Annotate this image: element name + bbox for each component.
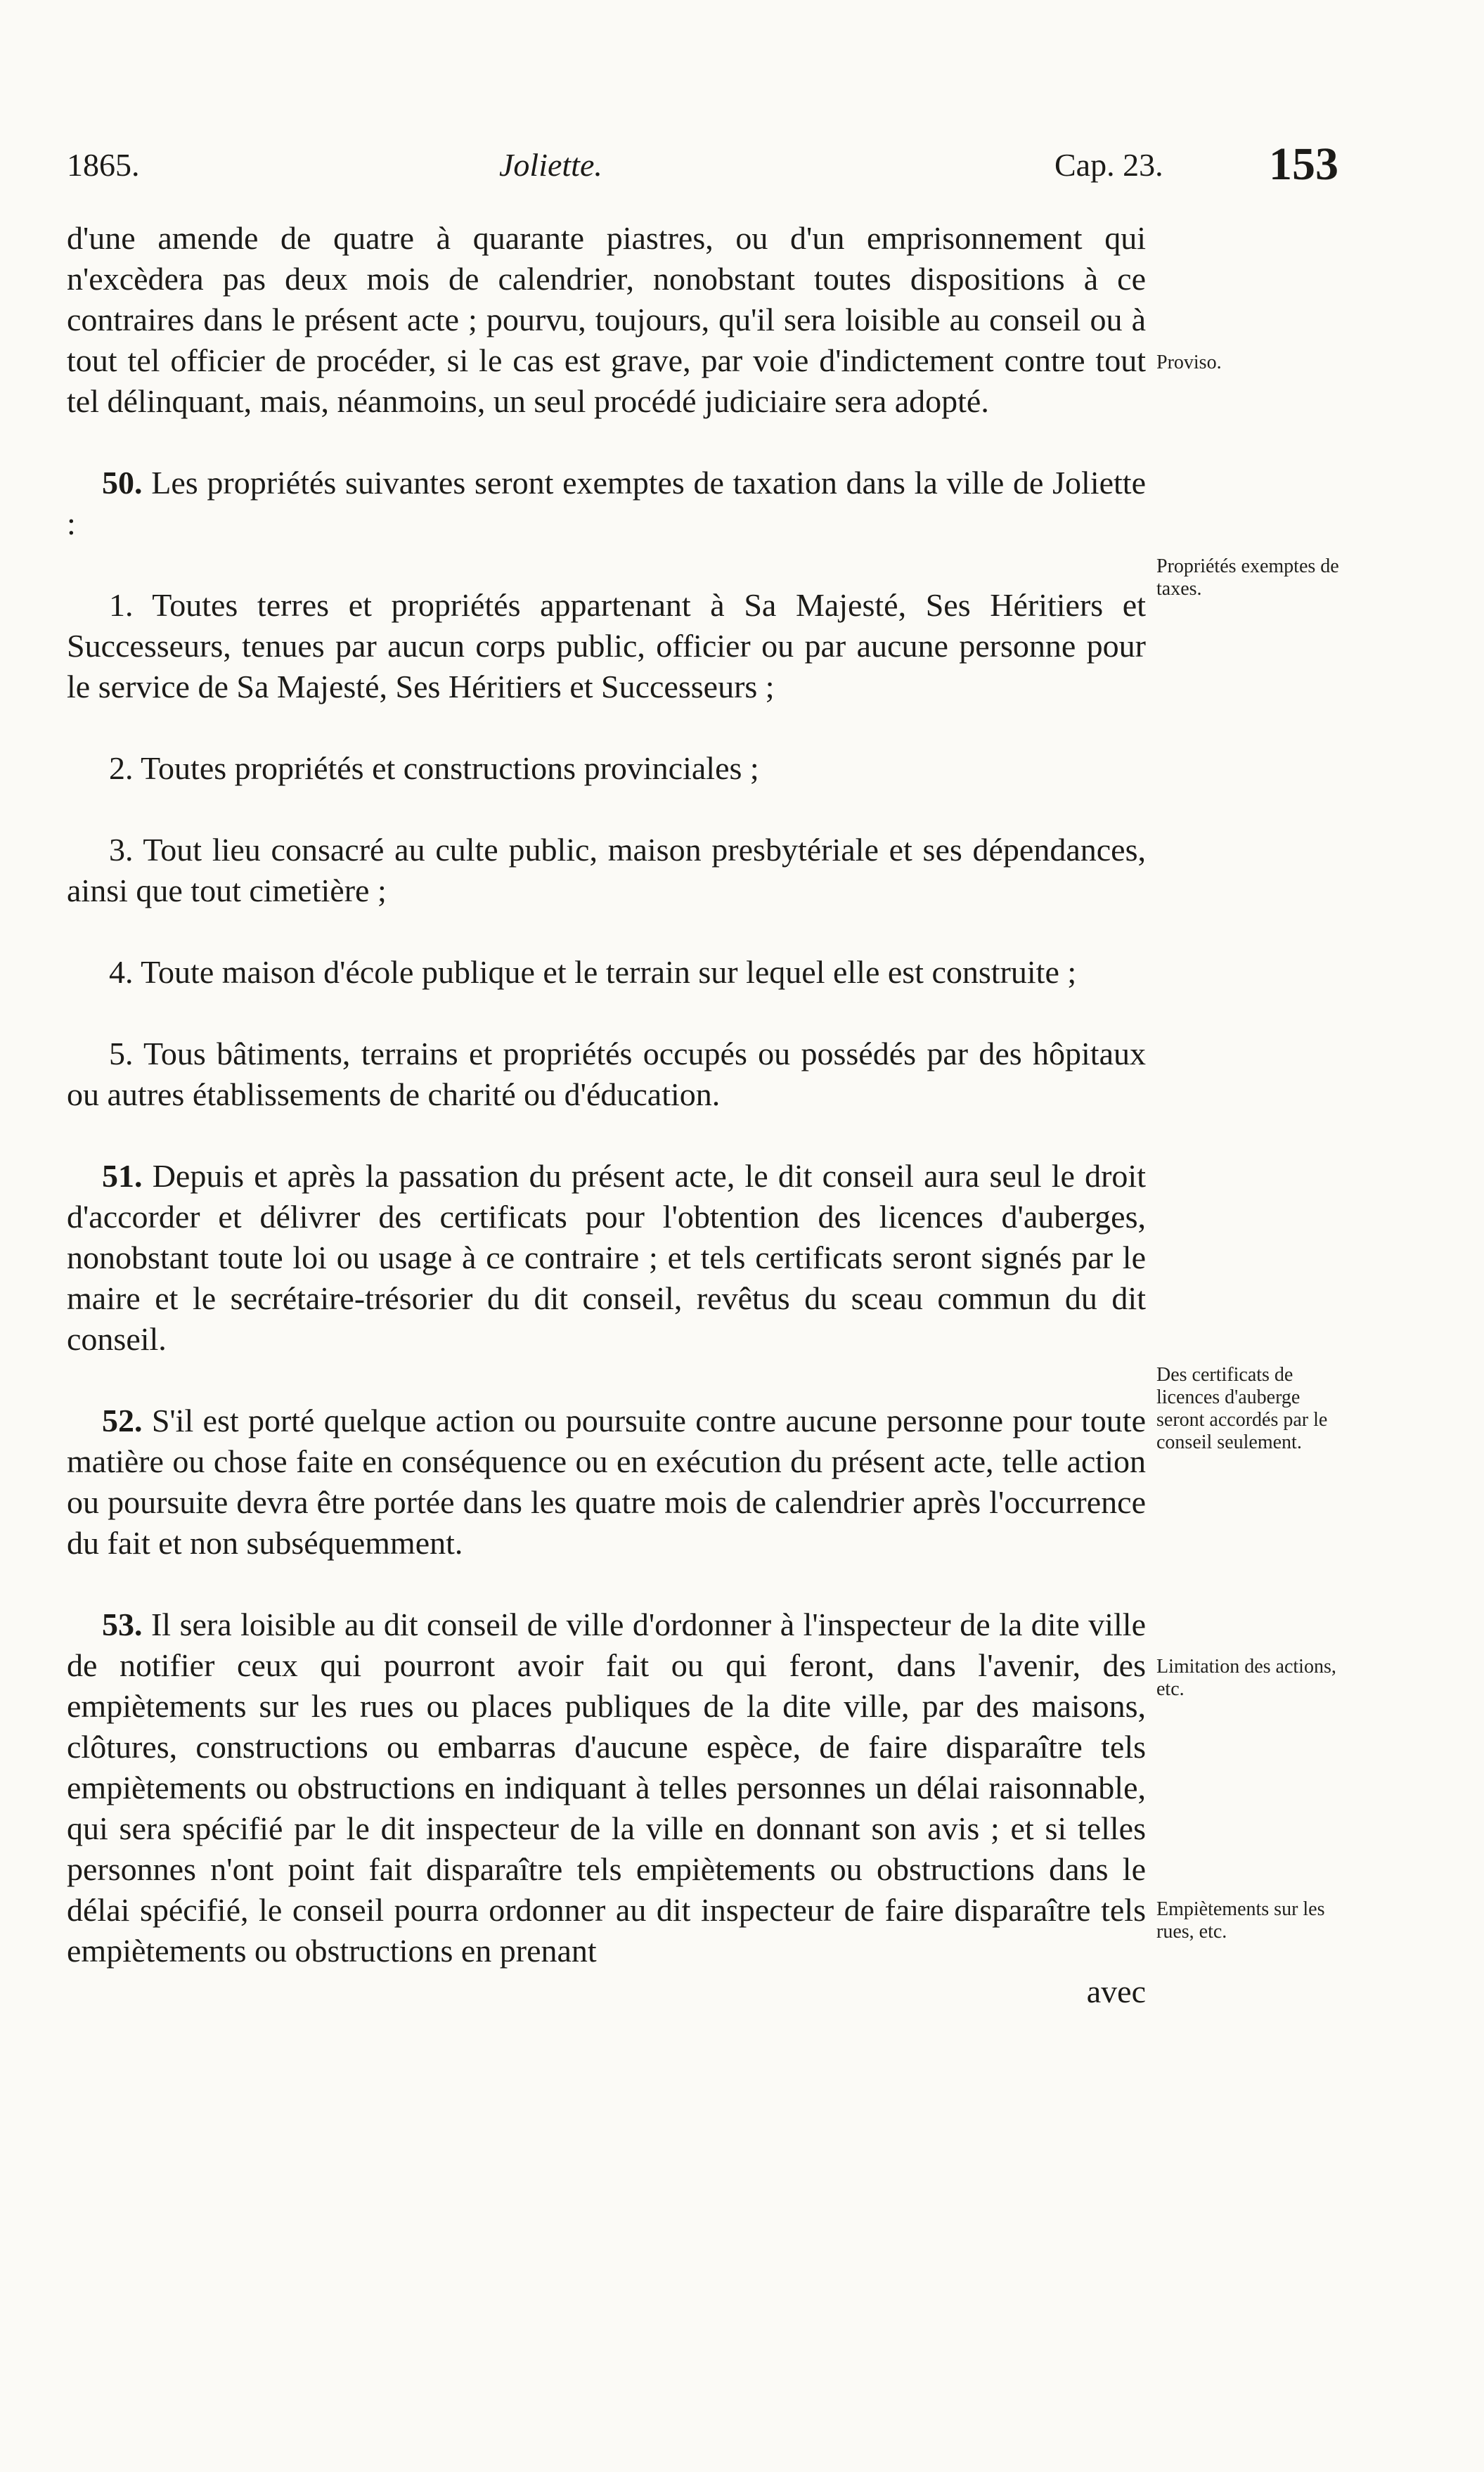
list-item: 3. Tout lieu consacré au culte public, maison presbytériale et ses dépendances, ainsi que tout cimetière ; xyxy=(67,832,1146,908)
header-chapter: Cap. 23. xyxy=(1054,147,1163,183)
margin-note-certificats: Des certificats de licences d'auberge seront accordés par le conseil seulement. xyxy=(1156,1364,1328,1453)
list-item: 2. Toutes propriétés et constructions provinciales ; xyxy=(109,750,759,786)
section-number: 52. xyxy=(102,1403,143,1438)
section-text: Depuis et après la passation du présent acte, le dit conseil aura seul le droit d'accorder et délivrer des certificats pour l'obtention des licences d'auberges, nonobstant toute loi ou usage à ce contraire ; et tels certificats seront signés par le maire et le secrétaire-trésorier du dit conseil, revêtus du sceau commun du dit conseil. xyxy=(67,1158,1146,1357)
section-text: Il sera loisible au dit conseil de ville d'ordonner à l'inspecteur de la dite ville de notifier ceux qui pourront avoir fait ou qui feront, dans l'avenir, des empiètements sur les rues ou places publiques de la dite ville, par des maisons, clôtures, constructions ou embarras d'aucune espèce, de faire disparaître tels empiètements ou obstructions en indiquant à telles personnes un délai raisonnable, qui sera spécifié par le dit inspecteur de la ville en donnant son avis ; et si telles personnes n'ont point fait disparaître tels empiètements ou obstructions dans le délai spécifié, le conseil pourra ordonner au dit inspecteur de faire disparaître tels empiètements ou obstructions en prenant xyxy=(67,1607,1146,1969)
section-50 xyxy=(67,463,1146,544)
section-number: 53. xyxy=(102,1607,143,1642)
margin-note-exemptes: Propriétés exemptes de taxes. xyxy=(1156,555,1339,600)
section-text: Les propriétés suivantes seront exemptes de taxation dans la ville de Joliette : xyxy=(67,465,1146,541)
margin-note-limitation: Limitation des actions, etc. xyxy=(1156,1656,1336,1700)
section-51 xyxy=(67,1156,1146,1360)
section-53 xyxy=(67,1604,1146,1971)
running-header xyxy=(67,141,1353,197)
section-number: 51. xyxy=(102,1158,143,1194)
catchword: avec xyxy=(1086,1974,1146,2009)
list-item: 5. Tous bâtiments, terrains et propriétés occupés ou possédés par des hôpitaux ou autres établissements de charité ou d'éducation. xyxy=(67,1036,1146,1112)
margin-note-proviso: Proviso. xyxy=(1156,352,1222,373)
list-item: 4. Toute maison d'école publique et le terrain sur lequel elle est construite ; xyxy=(109,954,1077,990)
section-text: S'il est porté quelque action ou poursuite contre aucune personne pour toute matière ou chose faite en conséquence ou en exécution du présent acte, telle action ou poursuite devra être portée dans les quatre mois de calendrier après l'occurrence du fait et non subséquemment. xyxy=(67,1403,1146,1561)
page-number: 153 xyxy=(1269,139,1338,190)
header-year: 1865. xyxy=(67,147,140,183)
section-number: 50. xyxy=(102,465,143,501)
margin-note-empietements: Empiètements sur les rues, etc. xyxy=(1156,1898,1325,1943)
header-place: Joliette. xyxy=(499,147,602,183)
list-item: 1. Toutes terres et propriétés appartenant à Sa Majesté, Ses Héritiers et Successeurs, tenues par aucun corps public, officier ou par aucune personne pour le service de Sa Majesté, Ses Héritiers et Successeurs ; xyxy=(67,587,1146,704)
section-52 xyxy=(67,1401,1146,1564)
body-text xyxy=(67,218,1146,2012)
paragraph-continued: d'une amende de quatre à quarante piastres, ou d'un emprisonnement qui n'excèdera pas deux mois de calendrier, nonobstant toutes dispositions à ce contraires dans le présent acte ; pourvu, toujours, qu'il sera loisible au conseil ou à tout tel officier de procéder, si le cas est grave, par voie d'indictement contre tout tel délinquant, mais, néanmoins, un seul procédé judiciaire sera adopté. xyxy=(67,220,1146,419)
